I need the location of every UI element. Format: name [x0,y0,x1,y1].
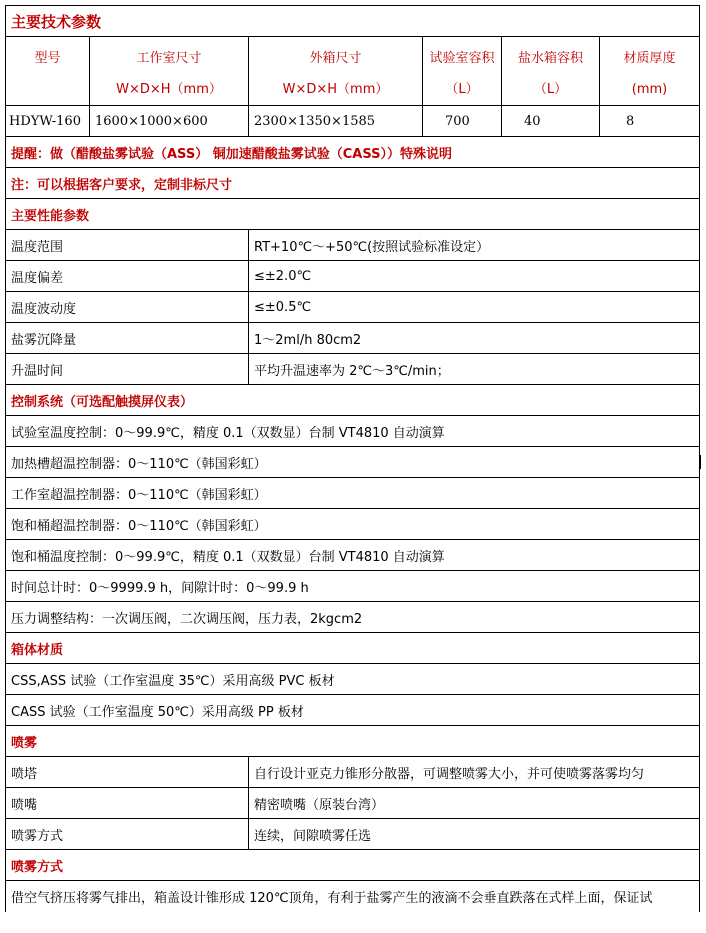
title-row [6,6,700,37]
spray-value: 连续，间隙喷雾任选 [249,819,700,850]
list-item: 压力调整结构：一次调压阀，二次调压阀，压力表，2kgcm2 [6,602,700,633]
list-item: 饱和桶超温控制器：0～110℃（韩国彩虹） [6,509,700,540]
table-row [6,261,700,292]
performance-label: 升温时间 [6,354,249,385]
spray-label: 喷雾方式 [6,819,249,850]
spray-value: 自行设计亚克力锥形分散器，可调整喷雾大小，并可使喷雾落雾均匀 [249,757,700,788]
list-item: 饱和桶温度控制：0～99.9℃，精度 0.1（双数显）台制 VT4810 自动演算 [6,540,700,571]
header-chamber-size: 工作室尺寸 W×D×H（mm） [90,37,249,106]
header-chamber-volume: 试验室容积 （L） [423,37,502,106]
spray-label: 喷嘴 [6,788,249,819]
list-item: 试验室温度控制：0～99.9℃，精度 0.1（双数显）台制 VT4810 自动演算 [6,416,700,447]
performance-heading: 主要性能参数 [6,199,700,230]
header-model: 型号 [6,37,90,106]
notice-text: 提醒：做（醋酸盐雾试验（ASS） 铜加速醋酸盐雾试验（CASS））特殊说明 [6,137,700,168]
page-title: 主要技术参数 [6,6,700,37]
spray-label: 喷塔 [6,757,249,788]
table-row [6,757,700,788]
performance-value: 平均升温速率为 2℃～3℃/min； [249,354,700,385]
list-item: 工作室超温控制器：0～110℃（韩国彩虹） [6,478,700,509]
list-item: 时间总计时：0～9999.9 h，间隙计时：0～99.9 h [6,571,700,602]
performance-value: 1～2ml/h 80cm2 [249,323,700,354]
spray-method-text: 借空气挤压将雾气排出，箱盖设计锥形成 120℃顶角，有利于盐雾产生的液滴不会垂直跌落在式样上面，保证试 [6,881,700,912]
performance-value: ≤±0.5℃ [249,292,700,323]
table-row [6,292,700,323]
custom-size-note: 注：可以根据客户要求，定制非标尺寸 [6,168,700,199]
spray-heading: 喷雾 [6,726,700,757]
material-heading: 箱体材质 [6,633,700,664]
spec-document [5,5,699,912]
table-row [6,354,700,385]
text-cursor [699,455,701,469]
table-row [6,788,700,819]
control-heading: 控制系统（可选配触摸屏仪表） [6,385,700,416]
value-outer-size: 2300×1350×1585 [249,106,423,137]
spec-header-row [6,37,700,106]
performance-label: 温度范围 [6,230,249,261]
performance-value: ≤±2.0℃ [249,261,700,292]
list-item: CSS,ASS 试验（工作室温度 35℃）采用高级 PVC 板材 [6,664,700,695]
performance-label: 温度波动度 [6,292,249,323]
header-thickness: 材质厚度 (mm) [600,37,700,106]
list-item: 加热槽超温控制器：0～110℃（韩国彩虹） [6,447,700,478]
table-row [6,323,700,354]
performance-label: 盐雾沉降量 [6,323,249,354]
performance-label: 温度偏差 [6,261,249,292]
header-brine-volume: 盐水箱容积 （L） [502,37,600,106]
table-row [6,230,700,261]
value-chamber-volume: 700 [423,106,502,137]
value-thickness: 8 [600,106,700,137]
value-model: HDYW-160 [6,106,90,137]
table-row [6,819,700,850]
spray-value: 精密喷嘴（原装台湾） [249,788,700,819]
header-outer-size: 外箱尺寸 W×D×H（mm） [249,37,423,106]
spec-value-row [6,106,700,137]
value-brine-volume: 40 [502,106,600,137]
value-chamber-size: 1600×1000×600 [90,106,249,137]
performance-value: RT+10℃～+50℃(按照试验标准设定） [249,230,700,261]
spray-method-heading: 喷雾方式 [6,850,700,881]
spec-table [5,5,700,912]
list-item: CASS 试验（工作室温度 50℃）采用高级 PP 板材 [6,695,700,726]
